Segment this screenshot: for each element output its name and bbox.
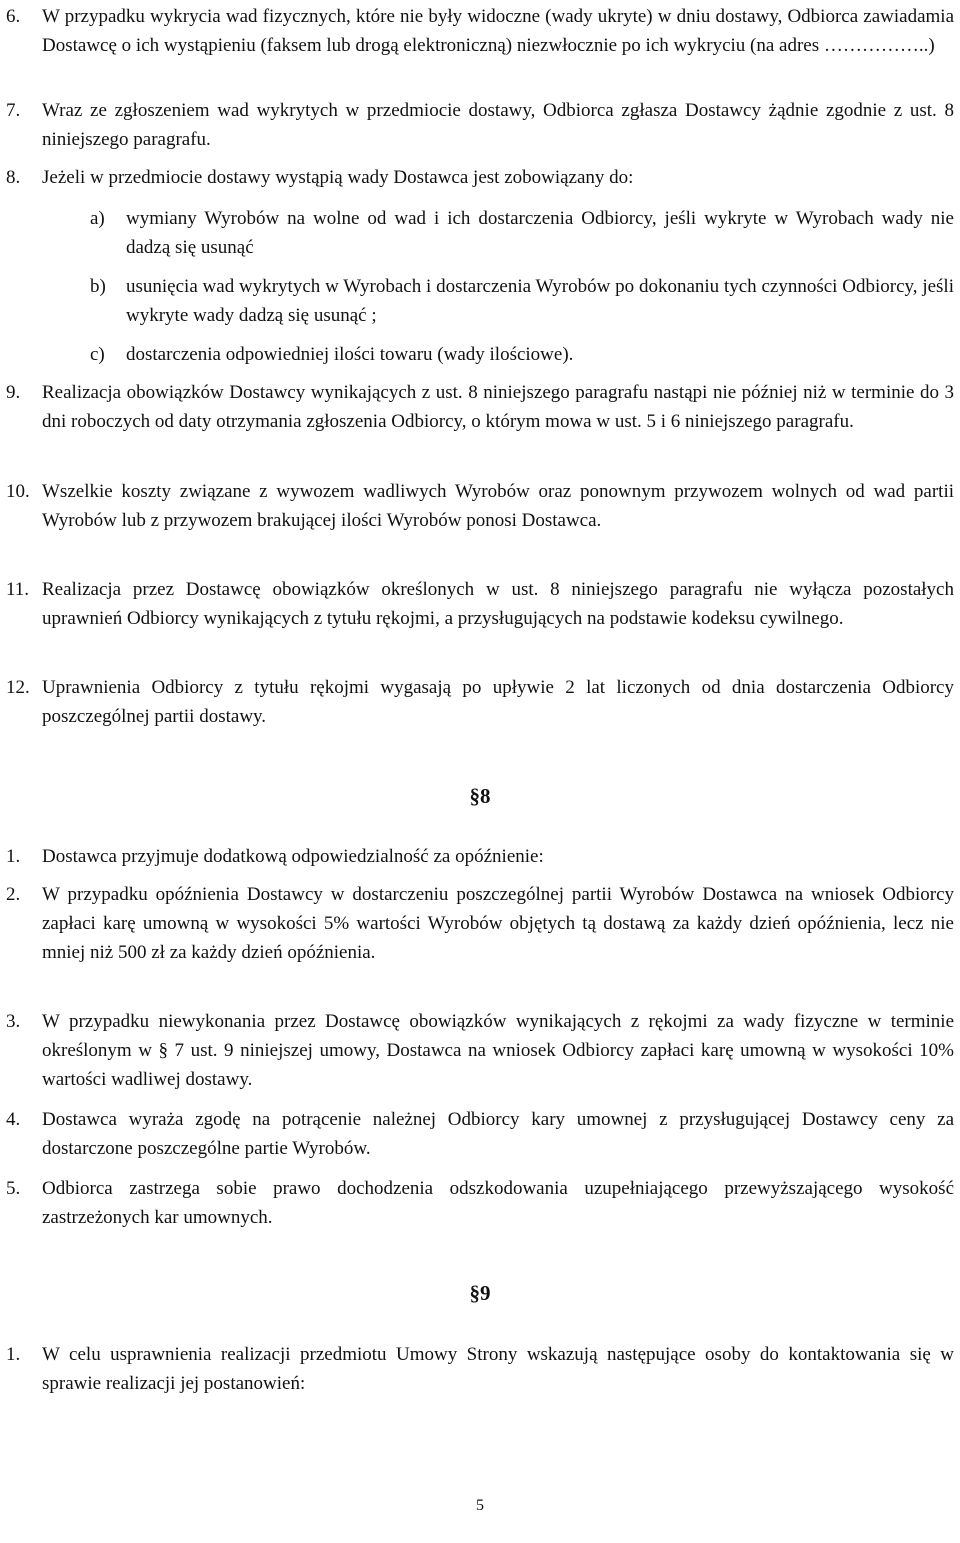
paragraph-text: Realizacja obowiązków Dostawcy wynikających z ust. 8 niniejszego paragrafu nastąpi nie później niż w terminie do 3 dni roboczych od daty otrzymania zgłoszenia Odbiorcy, o którym mowa w ust. 5 i 6 niniejszego paragrafu. xyxy=(42,382,954,432)
section8-paragraph-4 xyxy=(6,1105,954,1163)
paragraph-8a xyxy=(90,204,954,262)
section9-paragraph-1 xyxy=(6,1340,954,1398)
paragraph-text: Odbiorca zastrzega sobie prawo dochodzenia odszkodowania uzupełniającego przewyższającego wysokość zastrzeżonych kar umownych. xyxy=(42,1178,954,1228)
paragraph-text: Jeżeli w przedmiocie dostawy wystąpią wady Dostawca jest zobowiązany do: xyxy=(42,167,634,188)
list-letter: b) xyxy=(90,276,106,297)
paragraph-number: 4. xyxy=(6,1109,21,1130)
paragraph-number: 1. xyxy=(6,846,21,867)
paragraph-8c xyxy=(90,340,954,369)
list-text: dostarczenia odpowiedniej ilości towaru (wady ilościowe). xyxy=(126,344,574,365)
paragraph-number: 2. xyxy=(6,884,21,905)
paragraph-10 xyxy=(6,477,954,535)
paragraph-text: Realizacja przez Dostawcę obowiązków określonych w ust. 8 niniejszego paragrafu nie wyłącza pozostałych uprawnień Odbiorcy wynikających z tytułu rękojmi, a przysługujących na podstawie kodeksu cywilnego. xyxy=(42,579,954,629)
paragraph-number: 12. xyxy=(6,677,30,698)
paragraph-11 xyxy=(6,575,954,633)
section8-paragraph-2 xyxy=(6,880,954,967)
paragraph-9 xyxy=(6,378,954,436)
paragraph-text: W celu usprawnienia realizacji przedmiotu Umowy Strony wskazują następujące osoby do kontaktowania się w sprawie realizacji jej postanowień: xyxy=(42,1344,954,1394)
section8-paragraph-5 xyxy=(6,1174,954,1232)
paragraph-text: Wszelkie koszty związane z wywozem wadliwych Wyrobów oraz ponownym przywozem wolnych od wad partii Wyrobów lub z przywozem brakującej ilości Wyrobów ponosi Dostawca. xyxy=(42,481,954,531)
paragraph-7 xyxy=(6,96,954,154)
paragraph-number: 9. xyxy=(6,382,21,403)
paragraph-number: 10. xyxy=(6,481,30,502)
paragraph-number: 5. xyxy=(6,1178,21,1199)
list-text: usunięcia wad wykrytych w Wyrobach i dostarczenia Wyrobów po dokonaniu tych czynności Odbiorcy, jeśli wykryte wady dadzą się usunąć ; xyxy=(126,276,954,326)
paragraph-number: 6. xyxy=(6,6,21,27)
section8-paragraph-3 xyxy=(6,1007,954,1094)
paragraph-number: 7. xyxy=(6,100,21,121)
page-number: 5 xyxy=(476,1497,484,1514)
paragraph-number: 8. xyxy=(6,167,21,188)
paragraph-text: Dostawca przyjmuje dodatkową odpowiedzialność za opóźnienie: xyxy=(42,846,544,867)
paragraph-text: W przypadku opóźnienia Dostawcy w dostarczeniu poszczególnej partii Wyrobów Dostawca na wniosek Odbiorcy zapłaci karę umowną w wysokości 5% wartości Wyrobów objętych tą dostawą za każdy dzień opóźnienia, lecz nie mniej niż 500 zł za każdy dzień opóźnienia. xyxy=(42,884,954,963)
paragraph-text: Wraz ze zgłoszeniem wad wykrytych w przedmiocie dostawy, Odbiorca zgłasza Dostawcy żądnie zgodnie z ust. 8 niniejszego paragrafu. xyxy=(42,100,954,150)
section-heading-9: §9 xyxy=(469,1281,491,1305)
list-letter: c) xyxy=(90,344,105,365)
paragraph-8b xyxy=(90,272,954,330)
paragraph-number: 1. xyxy=(6,1344,21,1365)
paragraph-text: W przypadku wykrycia wad fizycznych, które nie były widoczne (wady ukryte) w dniu dostawy, Odbiorca zawiadamia Dostawcę o ich wystąpieniu (faksem lub drogą elektroniczną) niezwłocznie po ich wykryciu (na adres ……………..) xyxy=(42,6,954,56)
paragraph-number: 3. xyxy=(6,1011,21,1032)
section-heading-8: §8 xyxy=(469,784,491,808)
paragraph-8 xyxy=(6,163,954,192)
section8-paragraph-1 xyxy=(6,842,954,871)
list-text: wymiany Wyrobów na wolne od wad i ich dostarczenia Odbiorcy, jeśli wykryte w Wyrobach wady nie dadzą się usunąć xyxy=(126,208,954,258)
paragraph-number: 11. xyxy=(6,579,30,600)
paragraph-6 xyxy=(6,2,954,60)
paragraph-12 xyxy=(6,673,954,731)
paragraph-text: W przypadku niewykonania przez Dostawcę obowiązków wynikających z rękojmi za wady fizyczne w terminie określonym w § 7 ust. 9 niniejszej umowy, Dostawca na wniosek Odbiorcy zapłaci karę umowną w wysokości 10% wartości wadliwej dostawy. xyxy=(42,1011,954,1090)
paragraph-text: Dostawca wyraża zgodę na potrącenie należnej Odbiorcy kary umownej z przysługującej Dostawcy ceny za dostarczone poszczególne partie Wyrobów. xyxy=(42,1109,954,1159)
list-letter: a) xyxy=(90,208,105,229)
paragraph-text: Uprawnienia Odbiorcy z tytułu rękojmi wygasają po upływie 2 lat liczonych od dnia dostarczenia Odbiorcy poszczególnej partii dostawy. xyxy=(42,677,954,727)
